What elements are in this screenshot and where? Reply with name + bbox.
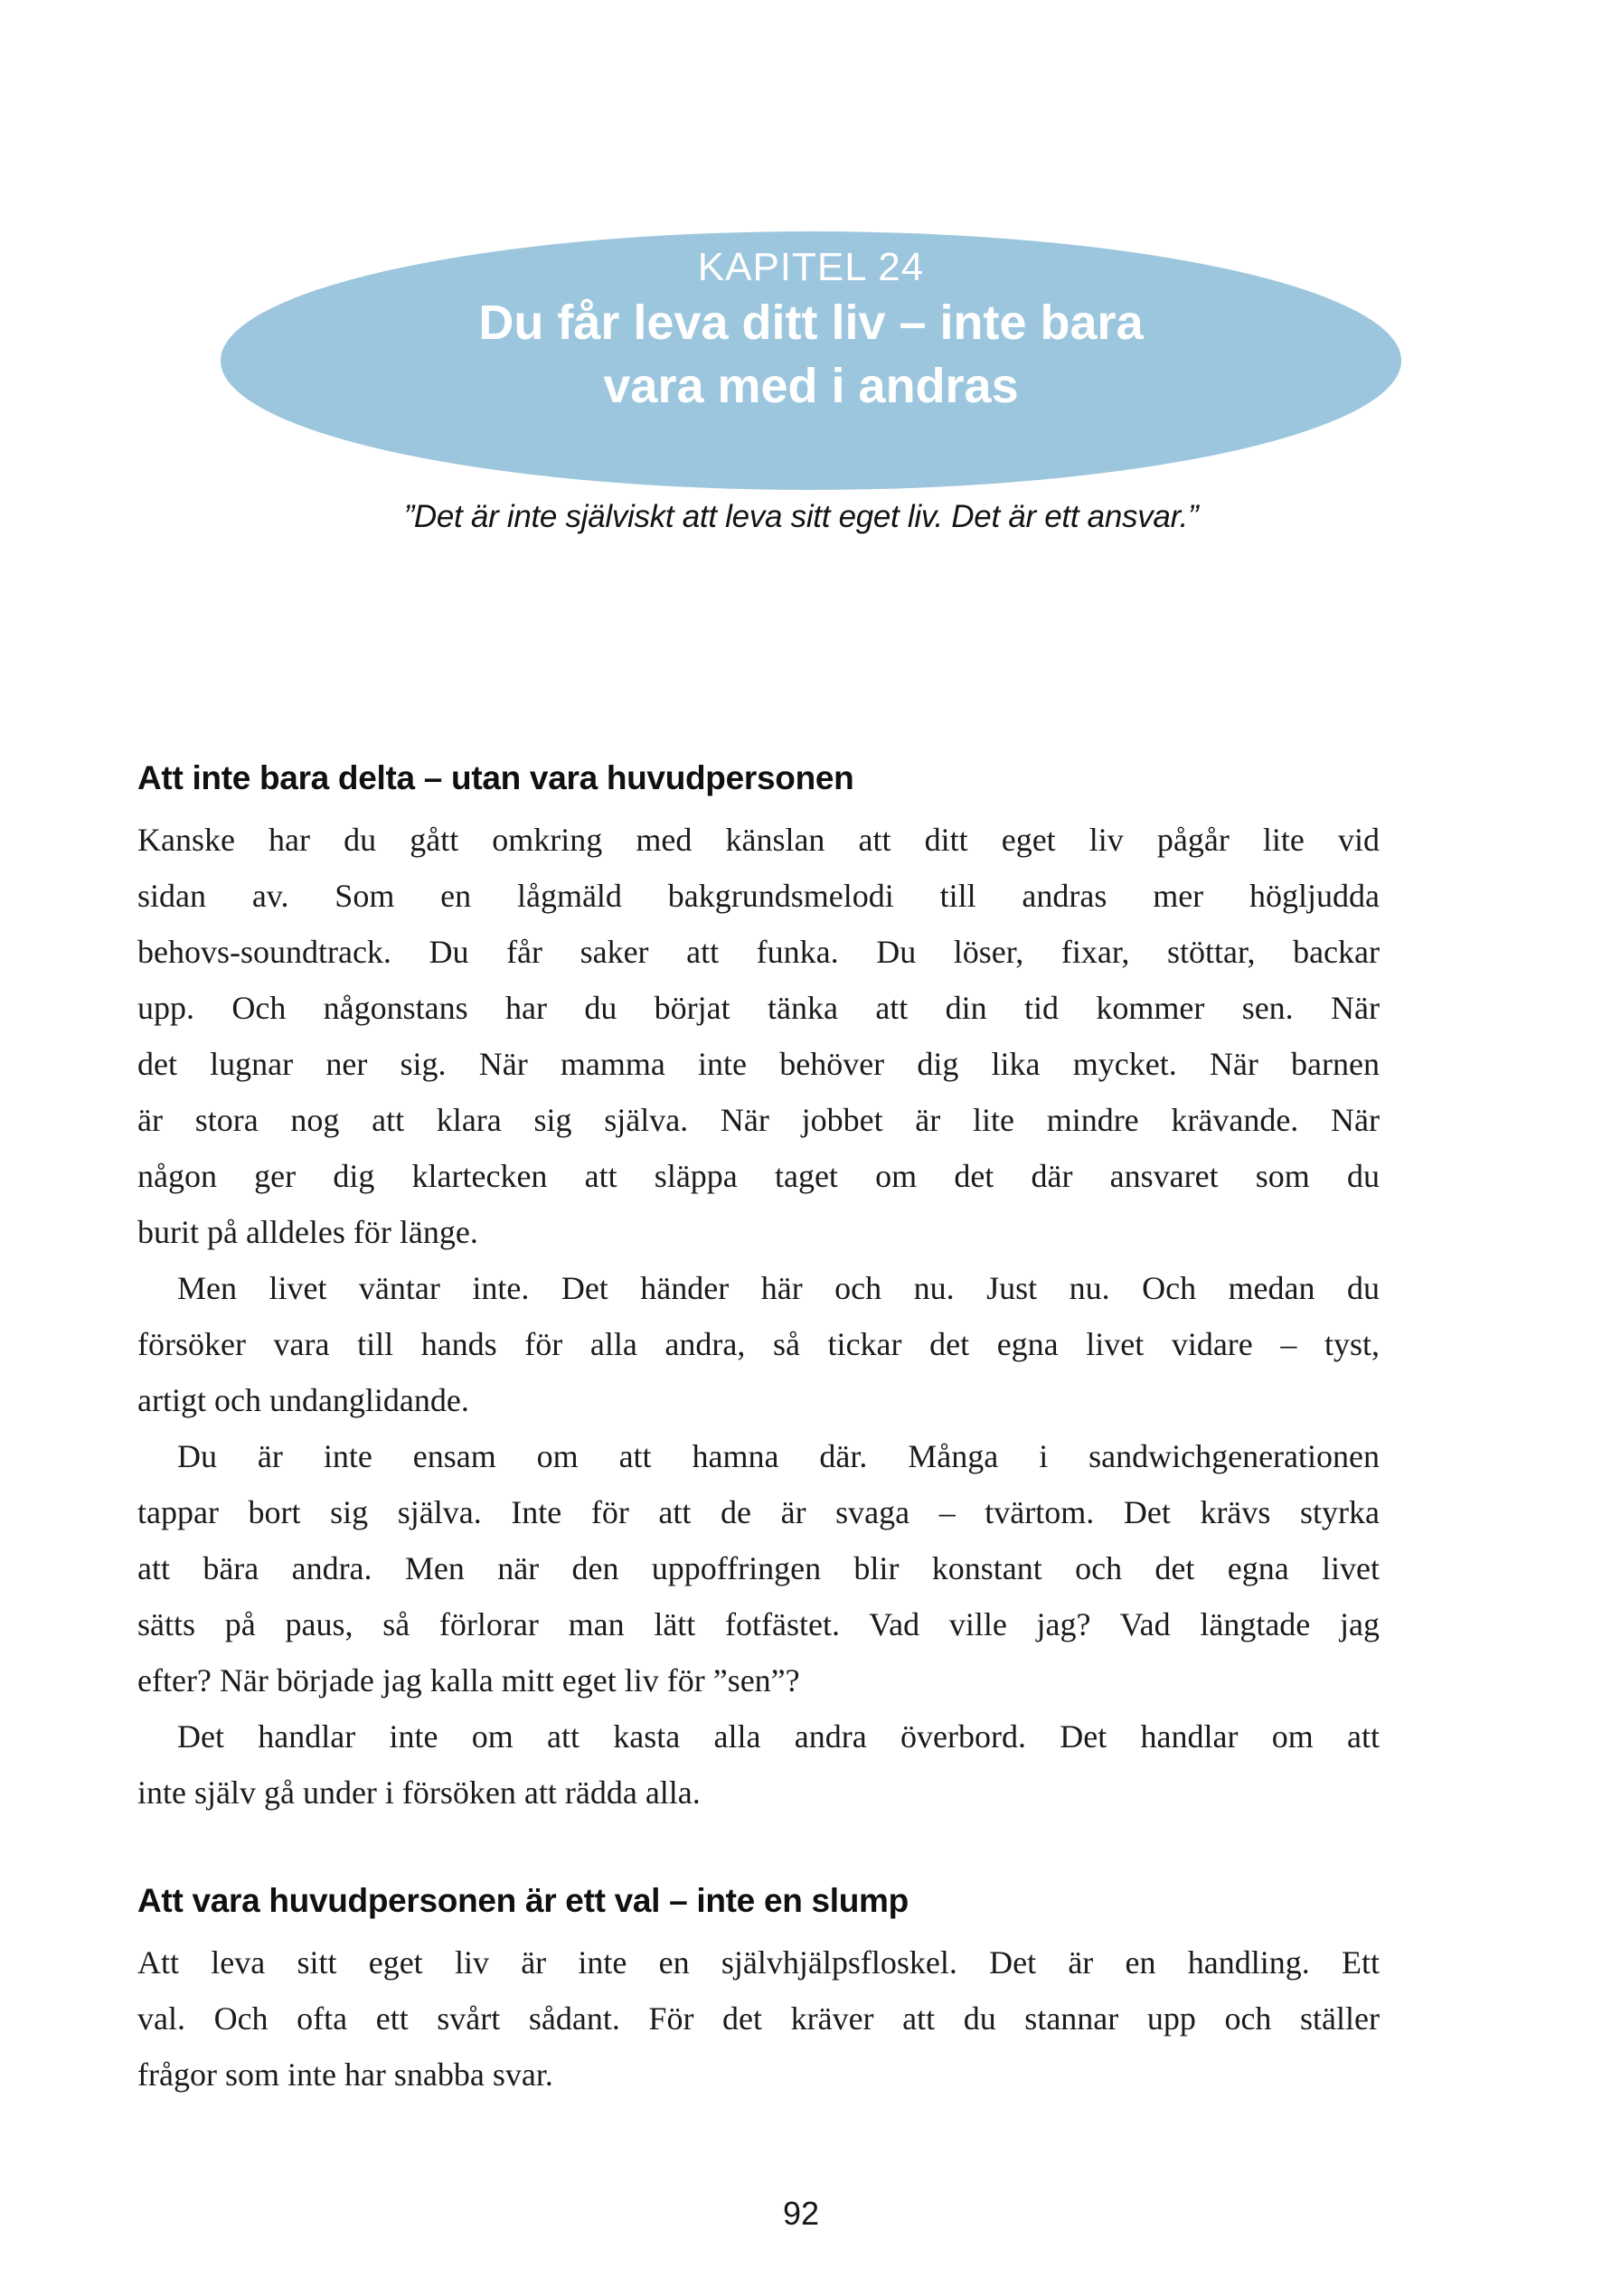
page-number: 92 bbox=[782, 2195, 820, 2232]
text-line: Du är inte ensam om att hamna där. Många i sandwichgenerationen bbox=[177, 1438, 1380, 1474]
text-line: upp. Och någonstans har du börjat tänka att din tid kommer sen. När bbox=[137, 990, 1380, 1026]
text-line: det lugnar ner sig. När mamma inte behöver dig lika mycket. När barnen bbox=[137, 1046, 1380, 1082]
text-line: sätts på paus, så förlorar man lätt fotfästet. Vad ville jag? Vad längtade jag bbox=[137, 1606, 1380, 1642]
chapter-kicker: KAPITEL 24 bbox=[697, 245, 925, 289]
chapter-title-line-2: vara med i andras bbox=[603, 359, 1019, 413]
content bbox=[137, 756, 1380, 2103]
text-line: inte själv gå under i försöken att rädda alla. bbox=[137, 1774, 701, 1811]
text-line: efter? När började jag kalla mitt eget liv för ”sen”? bbox=[137, 1662, 800, 1698]
text-line: försöker vara till hands för alla andra, så tickar det egna livet vidare – tyst, bbox=[137, 1326, 1380, 1362]
paragraph bbox=[137, 812, 1380, 1260]
text-line: behovs-soundtrack. Du får saker att funka. Du löser, fixar, stöttar, backar bbox=[137, 934, 1380, 970]
text-line: Men livet väntar inte. Det händer här och nu. Just nu. Och medan du bbox=[177, 1270, 1380, 1306]
text-line: är stora nog att klara sig själva. När jobbet är lite mindre krävande. När bbox=[137, 1102, 1380, 1138]
text-line: att bära andra. Men när den uppoffringen blir konstant och det egna livet bbox=[137, 1550, 1380, 1586]
text-line: Det handlar inte om att kasta alla andra överbord. Det handlar om att bbox=[177, 1718, 1380, 1755]
text-line: burit på alldeles för länge. bbox=[137, 1214, 478, 1250]
paragraph bbox=[137, 1260, 1380, 1428]
text-line: Kanske har du gått omkring med känslan att ditt eget liv pågår lite vid bbox=[137, 822, 1380, 858]
text-line: tappar bort sig själva. Inte för att de är svaga – tvärtom. Det krävs styrka bbox=[137, 1494, 1380, 1530]
text-line: artigt och undanglidande. bbox=[137, 1382, 469, 1418]
text-line: frågor som inte har snabba svar. bbox=[137, 2056, 553, 2093]
section-heading: Att vara huvudpersonen är ett val – inte en slump bbox=[137, 1882, 909, 1919]
chapter-badge bbox=[221, 231, 1401, 490]
section bbox=[137, 756, 1380, 1821]
text-line: någon ger dig klartecken att släppa taget om det där ansvaret som du bbox=[137, 1158, 1380, 1194]
text-line: val. Och ofta ett svårt sådant. För det kräver att du stannar upp och ställer bbox=[137, 2000, 1380, 2037]
epigraph-quote: ”Det är inte själviskt att leva sitt eget liv. Det är ett ansvar.” bbox=[403, 499, 1199, 534]
section bbox=[137, 1878, 1380, 2103]
paragraph bbox=[137, 1708, 1380, 1821]
text-line: Att leva sitt eget liv är inte en självhjälpsfloskel. Det är en handling. Ett bbox=[137, 1944, 1380, 1981]
paragraph bbox=[137, 1934, 1380, 2103]
chapter-title-line-1: Du får leva ditt liv – inte bara bbox=[478, 296, 1144, 350]
section-heading: Att inte bara delta – utan vara huvudpersonen bbox=[137, 759, 854, 796]
text-line: sidan av. Som en lågmäld bakgrundsmelodi till andras mer högljudda bbox=[137, 878, 1380, 914]
paragraph bbox=[137, 1428, 1380, 1708]
